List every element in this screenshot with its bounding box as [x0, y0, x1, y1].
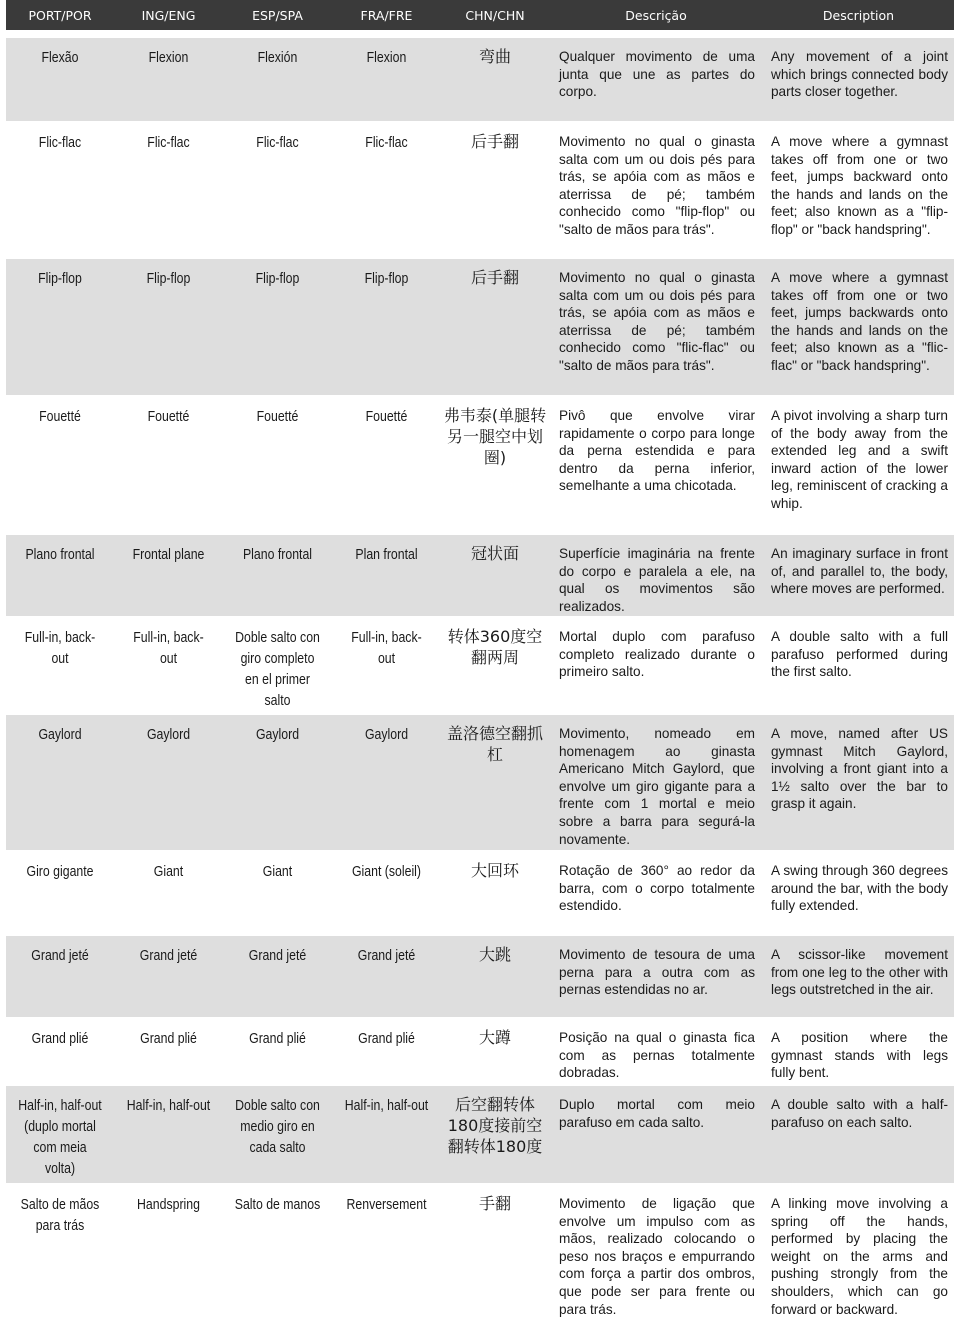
term-fra: Plan frontal [355, 546, 418, 563]
term-fra: Flic-flac [365, 134, 408, 151]
term-fra: Fouetté [365, 408, 408, 425]
term-spa: Doble salto con giro completo en el primer salto [235, 629, 320, 709]
term-eng: Fouetté [147, 408, 190, 425]
term-eng: Gaylord [146, 726, 191, 743]
table-row [6, 1185, 954, 1315]
term-eng: Flip-flop [146, 270, 191, 287]
term-spa: Plano frontal [242, 546, 313, 563]
table-row [6, 38, 954, 123]
term-chn: 大回环 [470, 861, 519, 880]
term-port: Plano frontal [25, 546, 95, 563]
term-spa: Fouetté [256, 408, 299, 425]
table-header [6, 0, 954, 30]
term-eng: Grand plié [140, 1030, 197, 1047]
term-fra: Grand jeté [357, 947, 416, 964]
description-en: A pivot involving a sharp turn of the body away from the extended leg and a swift inward action of the lower leg, reminiscent of cracking a whip. [771, 408, 948, 511]
term-chn: 弗韦泰(单腿转另一腿空中划圈) [443, 406, 547, 467]
description-en: A move where a gymnast takes off from one or two feet, jumps backwards onto the hands and lands on the feet; also known as a "flic-flac" or "back handspring". [771, 270, 948, 373]
term-port: Giro gigante [26, 863, 94, 880]
description-pt: Movimento de tesoura de uma perna para a outra com as pernas estendidas no ar. [559, 947, 755, 998]
term-chn: 大跳 [478, 945, 511, 964]
term-port: Full-in, back-out [24, 629, 96, 667]
description-en: A double salto with a full parafuso performed during the first salto. [771, 629, 948, 680]
description-en: A move, named after US gymnast Mitch Gaylord, involving a front giant into a 1½ salto over the bar to grasp it again. [771, 726, 948, 812]
term-port: Flic-flac [38, 134, 82, 151]
description-en: A linking move involving a spring off the hands, performed by placing the weight on the arms and pushing strongly from the shoulders, which can go forward or backward. [771, 1196, 948, 1317]
term-spa: Flic-flac [256, 134, 299, 151]
term-fra: Gaylord [364, 726, 409, 743]
term-port: Flexão [41, 49, 79, 66]
term-spa: Grand plié [249, 1030, 306, 1047]
term-port: Grand plié [31, 1030, 89, 1047]
term-port: Flip-flop [38, 270, 82, 287]
description-en: A move where a gymnast takes off from one or two feet, jumps backward onto the hands and lands on the feet; also known as a "flip-flop" or "back handspring". [771, 134, 948, 237]
description-en: An imaginary surface in front of, and parallel to, the body, where moves are performed. [771, 546, 948, 597]
term-fra: Grand plié [358, 1030, 415, 1047]
term-eng: Grand jeté [139, 947, 198, 964]
header-descricao: Descrição [625, 7, 687, 23]
header-port: PORT/POR [28, 7, 92, 23]
term-spa: Flexión [257, 49, 298, 66]
term-chn: 弯曲 [478, 47, 511, 66]
term-chn: 后手翻 [470, 268, 519, 287]
description-pt: Movimento no qual o ginasta salta com um ou dois pés para trás, se apóia com as mãos e aterrissa de pé; também conhecido como "flic-flac" ou "salto de mãos para trás". [559, 270, 755, 373]
glossary-table [6, 0, 954, 1315]
description-pt: Qualquer movimento de uma junta que une as partes do corpo. [559, 49, 755, 100]
table-row [6, 1086, 954, 1185]
term-eng: Handspring [137, 1196, 200, 1213]
term-port: Grand jeté [31, 947, 89, 964]
term-fra: Flip-flop [364, 270, 409, 287]
header-fra: FRA/FRE [360, 7, 413, 23]
term-eng: Half-in, half-out [126, 1097, 211, 1114]
term-spa: Salto de manos [234, 1196, 321, 1213]
description-en: A double salto with a half-parafuso on each salto. [771, 1097, 948, 1130]
table-row [6, 259, 954, 397]
term-chn: 大蹲 [478, 1028, 511, 1047]
term-port: Fouetté [39, 408, 81, 425]
term-port: Half-in, half-out (duplo mortal com meia volta) [18, 1097, 102, 1177]
term-port: Salto de mãos para trás [20, 1196, 100, 1234]
description-pt: Posição na qual o ginasta fica com as pernas totalmente dobradas. [559, 1030, 755, 1081]
term-chn: 盖洛德空翻抓杠 [446, 724, 543, 764]
table-row [6, 715, 954, 852]
description-en: A swing through 360 degrees around the bar, with the body fully extended. [771, 863, 948, 914]
table-row [6, 123, 954, 259]
term-chn: 后空翻转体180度接前空翻转体180度 [447, 1095, 543, 1156]
term-spa: Grand jeté [248, 947, 307, 964]
description-en: A scissor-like movement from one leg to the other with legs outstretched in the air. [771, 947, 948, 998]
description-pt: Movimento de ligação que envolve um impulso com as mãos, realizado colocando o peso nos braços e empurrando com força a partir dos ombros, que pode ser para frente ou para trás. [559, 1196, 755, 1317]
term-eng: Giant [153, 863, 184, 880]
term-spa: Gaylord [255, 726, 300, 743]
table-row [6, 618, 954, 715]
term-fra: Flexion [366, 49, 407, 66]
term-eng: Full-in, back-out [133, 629, 204, 667]
description-en: A position where the gymnast stands with legs fully bent. [771, 1030, 948, 1081]
table-row [6, 1019, 954, 1086]
description-pt: Superfície imaginária na frente do corpo e paralela a ele, na qual os movimentos são realizados. [559, 546, 755, 614]
term-spa: Flip-flop [255, 270, 300, 287]
description-pt: Mortal duplo com parafuso completo realizado durante o primeiro salto. [559, 629, 755, 680]
term-port: Gaylord [38, 726, 82, 743]
description-pt: Pivô que envolve virar rapidamente o corpo para longe da perna estendida e para dentro da perna inferior, semelhante a uma chicotada. [559, 408, 755, 494]
description-en: Any movement of a joint which brings connected body parts closer together. [771, 49, 948, 100]
description-pt: Movimento no qual o ginasta salta com um ou dois pés para trás, se apóia com as mãos e aterrissa de pé; também conhecido como "flip-flop" ou "salto de mãos para trás". [559, 134, 755, 237]
term-chn: 后手翻 [470, 132, 519, 151]
header-esp: ESP/SPA [252, 7, 303, 23]
term-chn: 手翻 [478, 1194, 511, 1213]
term-fra: Half-in, half-out [344, 1097, 429, 1114]
table-row [6, 535, 954, 618]
header-ing: ING/ENG [141, 7, 196, 23]
term-fra: Full-in, back-out [351, 629, 422, 667]
table-row [6, 397, 954, 535]
description-pt: Duplo mortal com meio parafuso em cada salto. [559, 1097, 755, 1130]
header-description: Description [822, 7, 895, 23]
term-chn: 冠状面 [470, 544, 519, 563]
description-pt: Rotação de 360° ao redor da barra, com o corpo totalmente estendido. [559, 863, 755, 914]
term-spa: Doble salto con medio giro en cada salto [235, 1097, 320, 1156]
term-eng: Frontal plane [132, 546, 205, 563]
term-eng: Flic-flac [147, 134, 190, 151]
term-chn: 转体360度空翻两周 [447, 627, 543, 667]
description-pt: Movimento, nomeado em homenagem ao ginasta Americano Mitch Gaylord, que envolve um giro gigante para a frente com 1 mortal e meio sobre a barra para segurá-la novamente. [559, 726, 755, 847]
term-eng: Flexion [148, 49, 189, 66]
term-fra: Renversement [346, 1196, 427, 1213]
header-chn: CHN/CHN [465, 7, 525, 23]
term-spa: Giant [262, 863, 293, 880]
table-row [6, 936, 954, 1019]
table-row [6, 852, 954, 936]
term-fra: Giant (soleil) [351, 863, 422, 880]
